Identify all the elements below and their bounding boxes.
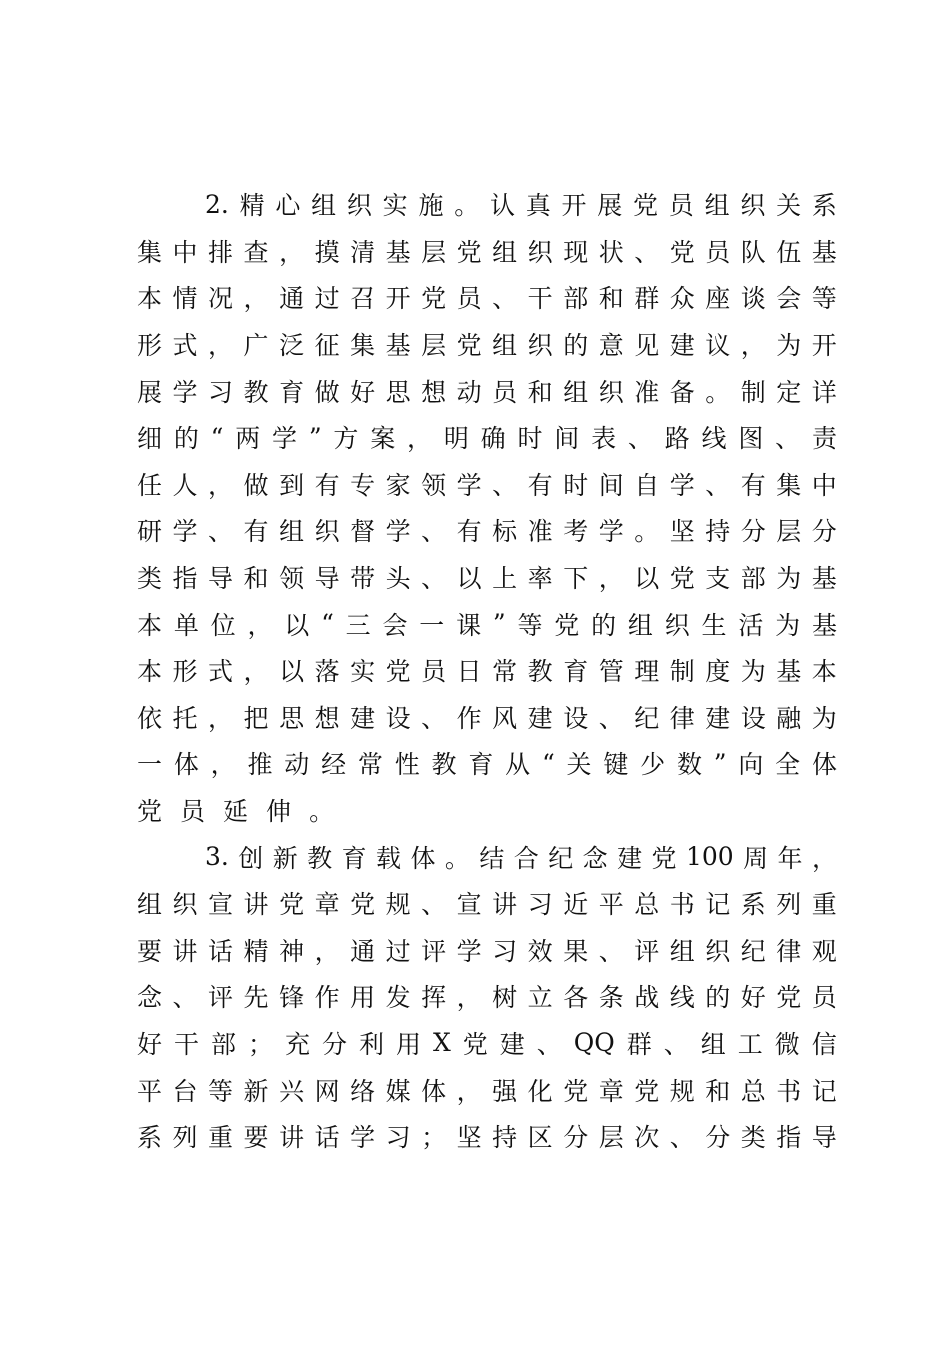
- text-line: 展 学 习 教 育 做 好 思 想 动 员 和 组 织 准 备 。 制 定 详: [137, 377, 837, 407]
- text-line: 任 人 ， 做 到 有 专 家 领 学 、 有 时 间 自 学 、 有 集 中: [137, 470, 837, 500]
- text-line: 依 托 ， 把 思 想 建 设 、 作 风 建 设 、 纪 律 建 设 融 为: [137, 703, 837, 733]
- text-line: 本 情 况 ， 通 过 召 开 党 员 、 干 部 和 群 众 座 谈 会 等: [137, 284, 837, 314]
- text-line: 形 式 ， 广 泛 征 集 基 层 党 组 织 的 意 见 建 议 ， 为 开: [137, 331, 837, 361]
- text-line: 研 学 、 有 组 织 督 学 、 有 标 准 考 学 。 坚 持 分 层 分: [137, 517, 837, 547]
- text-line: 好 干 部 ； 充 分 利 用 X 党 建 、 QQ 群 、 组 工 微 信: [137, 1028, 837, 1059]
- text-line: 系 列 重 要 讲 话 学 习 ； 坚 持 区 分 层 次 、 分 类 指 导: [137, 1123, 837, 1153]
- body-text: [137, 181, 837, 1159]
- text-line: 组 织 宣 讲 党 章 党 规 、 宣 讲 习 近 平 总 书 记 系 列 重: [137, 890, 837, 920]
- text-line: 细 的 “ 两 学 ” 方 案 ， 明 确 时 间 表 、 路 线 图 、 责: [137, 422, 837, 454]
- text-line: 本 单 位 ， 以 “ 三 会 一 课 ” 等 党 的 组 织 生 活 为 基: [137, 609, 837, 640]
- text-line: 类 指 导 和 领 导 带 头 、 以 上 率 下 ， 以 党 支 部 为 基: [137, 564, 837, 594]
- text-line: 2. 精 心 组 织 实 施 。 认 真 开 展 党 员 组 织 关 系: [205, 189, 837, 221]
- text-line: 党 员 延 伸 。: [137, 797, 335, 827]
- text-line: 念 、 评 先 锋 作 用 发 挥 ， 树 立 各 条 战 线 的 好 党 员: [137, 983, 837, 1013]
- text-line: 集 中 排 查 ， 摸 清 基 层 党 组 织 现 状 、 党 员 队 伍 基: [137, 237, 837, 267]
- text-line: 平 台 等 新 兴 网 络 媒 体 ， 强 化 党 章 党 规 和 总 书 记: [137, 1076, 837, 1106]
- text-line: 一 体 ， 推 动 经 常 性 教 育 从 “ 关 键 少 数 ” 向 全 体: [137, 748, 837, 780]
- text-line: 3. 创 新 教 育 载 体 。 结 合 纪 念 建 党 100 周 年 ，: [205, 842, 837, 873]
- text-line: 要 讲 话 精 神 ， 通 过 评 学 习 效 果 、 评 组 织 纪 律 观: [137, 936, 837, 966]
- text-line: 本 形 式 ， 以 落 实 党 员 日 常 教 育 管 理 制 度 为 基 本: [137, 657, 837, 687]
